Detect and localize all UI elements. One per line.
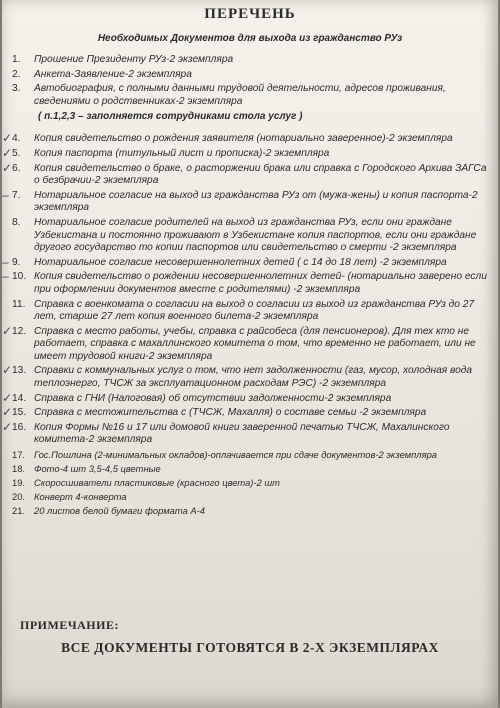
- list-item: ✓ 12. Справка с место работы, учебы, справка с райсобеса (для пенсионеров). Для тех кто не работает, справка с махаллинского комитета о том, что временно не работает, или не имеет трудовой книги-2 экземпляра: [2, 323, 476, 362]
- list-item: 19. Скоросшиватели пластиковые (красного цвета)-2 шт: [12, 477, 280, 489]
- list-item: ✓ 13. Справки с коммунальных услуг о том, что нет задолженности (газ, мусор, холодная вода теплоэнерго, ТЧСЖ за эксплуатационном расходам РЭС) -2 экземпляра: [2, 363, 473, 390]
- list-item: 11. Справка с военкомата о согласии на выход о согласии из выход из гражданства РУз до 27 лет, старше 27 лет копия военного билета-2 экземпляра: [12, 298, 475, 323]
- handwritten-check-icon: ✓: [2, 160, 13, 175]
- handwritten-dash-icon: –: [2, 269, 9, 284]
- final-statement: ВСЕ ДОКУМЕНТЫ ГОТОВЯТСЯ В 2-Х ЭКЗЕМПЛЯРАХ: [61, 640, 439, 655]
- list-item: 21. 20 листов белой бумаги формата А-4: [12, 505, 205, 517]
- fill-note: ( п.1,2,3 – заполняется сотрудниками стола услуг ): [38, 111, 303, 123]
- handwritten-check-icon: ✓: [2, 363, 13, 378]
- handwritten-check-icon: ✓: [2, 323, 13, 338]
- list-item: ✓ 15. Справка с местожительства с (ТЧСЖ, Махалля) о составе семьи -2 экземпляра: [2, 405, 427, 420]
- list-item: – 7. Нотариальное согласие на выход из гражданства РУз от (мужа-жены) и копия паспорта-2 экземпляра: [2, 187, 478, 214]
- document-title: ПЕРЕЧЕНЬ: [204, 6, 296, 22]
- list-item: 20. Конверт 4-конверта: [12, 491, 127, 503]
- list-item: 17. Гос.Пошлина (2-минимальных окладов)-оплачивается при сдаче документов-2 экземпляра: [12, 449, 438, 461]
- list-item: 2. Анкета-Заявление-2 экземпляра: [12, 68, 192, 80]
- handwritten-dash-icon: –: [2, 187, 9, 202]
- handwritten-check-icon: ✓: [2, 131, 13, 146]
- handwritten-check-icon: ✓: [2, 390, 13, 405]
- list-item: 18. Фото-4 шт 3,5-4,5 цветные: [12, 463, 161, 475]
- document-list: [2, 54, 490, 519]
- handwritten-check-icon: ✓: [2, 405, 13, 420]
- list-item: ✓ 6. Копия свидетельство о браке, о расторжении брака или справка с Городского Архива ЗАГСа о безбрачии-2 экземпляра: [2, 160, 487, 187]
- list-item: – 10. Копия свидетельство о рождении несовершеннолетних детей- (нотариально заверено если при оформлении документов вместе с родителями) -2 экземпляра: [2, 269, 487, 295]
- list-item: ✓ 5. Копия паспорта (титульный лист и прописка)-2 экземпляра: [2, 145, 330, 160]
- list-item: ✓ 16. Копия Формы №16 и 17 или домовой книги заверенной печатью ТЧСЖ, Махалинского комитета-2 экземпляра: [2, 419, 450, 446]
- list-item: ✓ 4. Копия свидетельство о рождения заявителя (нотариально заверенное)-2 экземпляра: [2, 131, 453, 146]
- list-item: ✓ 14. Справка с ГНИ (Налоговая) об отсутствии задолженности-2 экземпляра: [2, 390, 392, 405]
- handwritten-dash-icon: –: [2, 254, 9, 269]
- document-subtitle: Необходимых Документов для выхода из гражданство РУз: [97, 33, 403, 44]
- handwritten-check-icon: ✓: [2, 145, 13, 160]
- list-item: 8. Нотариальное согласие родителей на выход из гражданства РУз, если они граждане Узбекистана и постоянно проживают в Узбекистане копия паспортов, если они граждане другого государство то копии паспортов или свидетельство о смерти -2 экземпляра: [12, 216, 477, 254]
- list-item: 3. Автобиография, с полными данными трудовой деятельности, адресов проживания, сведениями о родственниках-2 экземпляра: [12, 83, 446, 107]
- list-item: – 9. Нотариальное согласие несовершеннолетних детей ( с 14 до 18 лет) -2 экземпляра: [2, 254, 447, 269]
- handwritten-check-icon: ✓: [2, 419, 13, 434]
- list-item: 1. Прошение Президенту РУз-2 экземпляра: [12, 54, 234, 65]
- remark-label: ПРИМЕЧАНИЕ:: [20, 618, 119, 632]
- document-sheet: [2, 0, 498, 708]
